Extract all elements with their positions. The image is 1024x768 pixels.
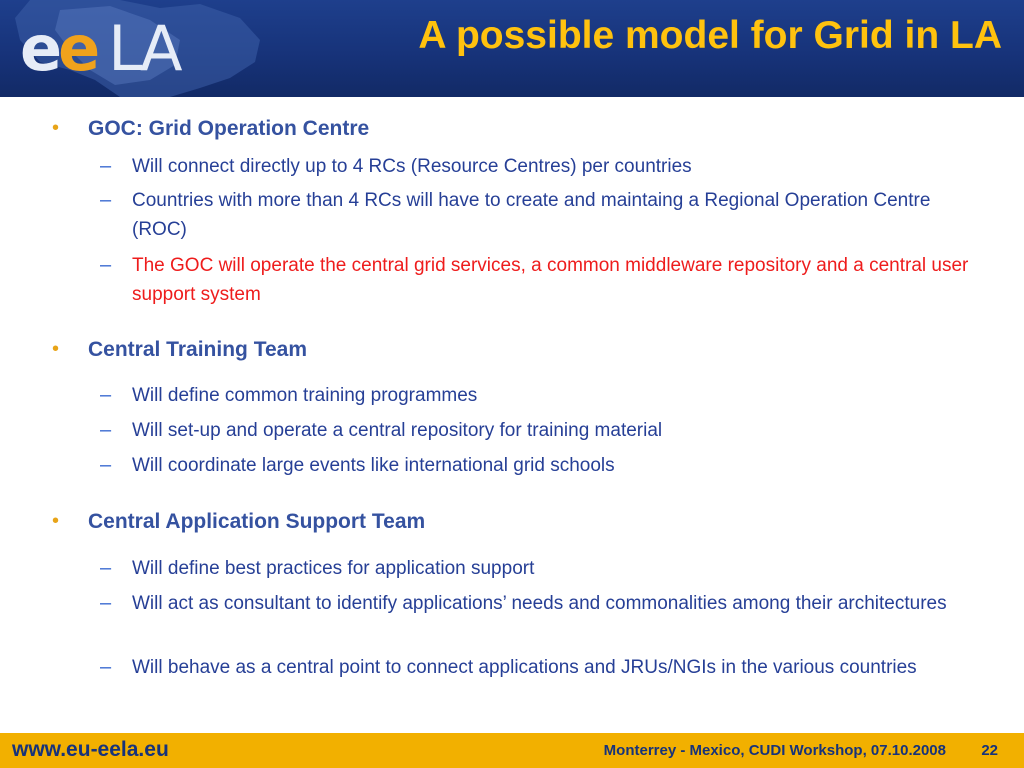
bullet-dot-icon: •: [52, 510, 60, 532]
logo-letters-la: LA: [108, 12, 179, 85]
footer-url-link[interactable]: www.eu-eela.eu: [12, 738, 169, 761]
dash-icon: –: [100, 155, 112, 177]
section-heading-application-support: [52, 510, 425, 534]
footer-event-info: Monterrey - Mexico, CUDI Workshop, 07.10.2008: [603, 742, 946, 759]
slide-header: [0, 0, 1024, 97]
section-heading-text: Central Application Support Team: [88, 510, 426, 533]
list-item: [100, 381, 990, 410]
section-heading-text: GOC: Grid Operation Centre: [88, 117, 370, 140]
section-heading-training: [52, 338, 307, 362]
list-item: [100, 653, 990, 682]
dash-icon: –: [100, 557, 112, 579]
dash-icon: –: [100, 592, 112, 614]
section-heading-text: Central Training Team: [88, 338, 307, 361]
list-item: [100, 451, 990, 480]
list-item-text: Will behave as a central point to connect applications and JRUs/NGIs in the various countries: [132, 657, 917, 678]
list-item-highlighted: [100, 251, 990, 309]
section-heading-goc: [52, 117, 369, 141]
list-item: [100, 416, 990, 445]
list-item-text: The GOC will operate the central grid services, a common middleware repository and a central user support system: [132, 255, 969, 305]
slide-content: [0, 97, 1024, 733]
logo-letter-e1: e: [20, 12, 61, 85]
dash-icon: –: [100, 454, 112, 476]
list-item-text: Will define common training programmes: [132, 385, 478, 406]
bullet-dot-icon: •: [52, 338, 60, 360]
list-item-text: Will coordinate large events like international grid schools: [132, 455, 615, 476]
page-number: 22: [981, 742, 998, 759]
slide-title: A possible model for Grid in LA: [418, 14, 1002, 57]
list-item-text: Will act as consultant to identify applications’ needs and commonalities among their architectures: [132, 593, 947, 614]
eela-logo: [20, 14, 179, 84]
dash-icon: –: [100, 189, 112, 211]
list-item-text: Will connect directly up to 4 RCs (Resource Centres) per countries: [132, 156, 692, 177]
list-item: [100, 589, 990, 618]
dash-icon: –: [100, 419, 112, 441]
list-item: [100, 152, 990, 181]
slide-footer: [0, 733, 1024, 768]
dash-icon: –: [100, 254, 112, 276]
dash-icon: –: [100, 656, 112, 678]
bullet-dot-icon: •: [52, 117, 60, 139]
list-item: [100, 554, 990, 583]
list-item-text: Will set-up and operate a central repository for training material: [132, 420, 663, 441]
list-item: [100, 186, 990, 244]
list-item-text: Countries with more than 4 RCs will have to create and maintaing a Regional Operation Centre (ROC): [132, 190, 931, 240]
logo-letter-e2: e: [58, 12, 99, 85]
dash-icon: –: [100, 384, 112, 406]
list-item-text: Will define best practices for application support: [132, 558, 535, 579]
